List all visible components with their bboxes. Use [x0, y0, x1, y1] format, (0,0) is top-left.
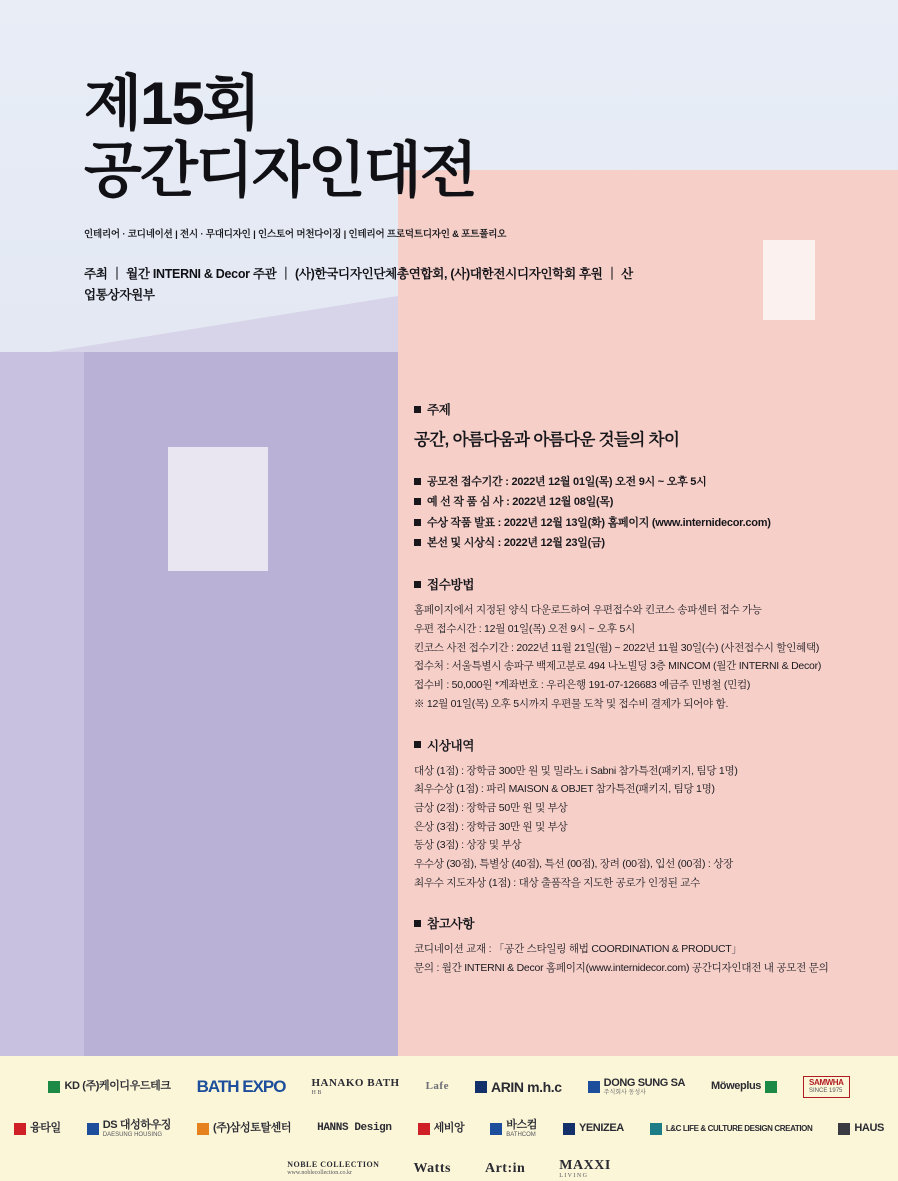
awards-list [414, 762, 874, 893]
sponsor-subtitle: L I V I N G [559, 1173, 588, 1180]
sponsor-logo [418, 1123, 465, 1135]
logo-mark-icon [490, 1123, 502, 1135]
bullet-square-icon [414, 519, 421, 526]
sponsor-section [0, 1056, 898, 1181]
logo-mark-icon [563, 1123, 575, 1135]
theme-heading [414, 400, 874, 418]
logo-mark-icon [14, 1123, 26, 1135]
sponsor-subtitle: DAESUNG HOUSING [102, 1131, 163, 1138]
list-item: 우편 접수시간 : 12월 01일(목) 오전 9시 ~ 오후 5시 [414, 623, 635, 636]
window-light-left [168, 447, 268, 571]
list-item: 최우수 지도자상 (1점) : 대상 출품작을 지도한 공로가 인정된 교수 [414, 876, 701, 889]
schedule-item-text: 공모전 접수기간 : 2022년 12월 01일(목) 오전 9시 ~ 오후 5시 [427, 476, 707, 488]
sponsor-name: YENIZEA [578, 1122, 624, 1135]
sponsor-row-2 [0, 1110, 898, 1148]
bullet-square-icon [414, 920, 421, 927]
sponsor-logo [650, 1123, 813, 1135]
list-item [414, 492, 874, 512]
section-reference [414, 914, 874, 977]
bullet-square-icon [414, 741, 421, 748]
section-application [414, 575, 874, 713]
list-item: 우수상 (30점), 특별상 (40점), 특선 (00점), 장려 (00점), 입선 (00점) : 상장 [414, 857, 734, 870]
bullet-square-icon [414, 478, 421, 485]
sponsor-logo [588, 1078, 685, 1096]
sponsor-name: (주)삼성토탈센터 [213, 1122, 292, 1135]
section-schedule [414, 472, 874, 553]
sponsor-name: HANNS Design [317, 1122, 392, 1135]
poster-body [414, 400, 874, 978]
sponsor-name: L&C LIFE & CULTURE DESIGN CREATION [665, 1123, 813, 1133]
sponsor-name: 융타일 [30, 1122, 61, 1135]
sponsor-subtitle: www.noblecollection.co.kr [287, 1170, 352, 1177]
bullet-square-icon [414, 581, 421, 588]
sponsor-logo [475, 1080, 562, 1095]
sponsor-logo [87, 1120, 171, 1138]
sponsor-name: Art:in [484, 1160, 526, 1176]
bullet-square-icon [414, 406, 421, 413]
application-list [414, 601, 874, 713]
sponsor-subtitle: SINCE 1975 [809, 1088, 843, 1095]
list-item: 동상 (3점) : 상장 및 부상 [414, 839, 522, 852]
list-item: 접수처 : 서울특별시 송파구 백제고분로 494 나노빌딩 3층 MINCOM (월간 INTERNI & Decor) [414, 660, 822, 673]
application-heading-label: 접수방법 [427, 578, 475, 593]
sponsor-logo [563, 1123, 624, 1135]
sponsor-logo [311, 1078, 399, 1096]
schedule-item-text: 수상 작품 발표 : 2022년 12월 13일(화) 홈페이지 (www.internidecor.com) [427, 516, 771, 529]
sponsor-name: NOBLE COLLECTION [287, 1160, 380, 1170]
logo-mark-icon [765, 1081, 777, 1093]
logo-mark-icon [650, 1123, 662, 1135]
sponsor-row-1 [0, 1068, 898, 1106]
list-item [414, 513, 874, 533]
page-title: 제15회 공간디자인대전 [84, 70, 476, 205]
sponsor-logo [413, 1162, 451, 1177]
logo-mark-icon [588, 1081, 600, 1093]
application-heading [414, 575, 874, 593]
sponsor-row-3 [0, 1150, 898, 1181]
logo-mark-icon [87, 1123, 99, 1135]
list-item: 최우수상 (1점) : 파리 MAISON & OBJET 참가특전(패키지, 팀당 1명) [414, 783, 715, 796]
bullet-square-icon [414, 498, 421, 505]
sponsor-name: HAUS [854, 1122, 884, 1135]
window-light-right [763, 240, 815, 320]
sponsor-name: MAXXI [559, 1158, 611, 1174]
sponsor-name: KD (주)케이디우드테크 [64, 1080, 171, 1093]
sponsor-name: 바스컴 [506, 1118, 537, 1131]
theme-text: 공간, 아름다움과 아름다운 것들의 차이 [414, 431, 680, 449]
reference-heading-label: 참고사항 [427, 917, 475, 932]
awards-heading-label: 시상내역 [427, 738, 475, 753]
sponsor-name: DONG SUNG SA [603, 1076, 686, 1089]
poster-header [84, 70, 644, 305]
list-item: 대상 (1점) : 장학금 300만 원 및 밀라노 i Sabni 참가특전(패키지, 팀당 1명) [414, 764, 738, 777]
sponsor-name: 세비앙 [433, 1122, 465, 1135]
reference-list [414, 940, 874, 977]
sponsor-logo [14, 1123, 61, 1135]
list-item: 홈페이지에서 지정된 양식 다운로드하여 우편접수와 킨코스 송파센터 접수 가능 [414, 604, 762, 617]
logo-mark-icon [838, 1123, 850, 1135]
sponsor-logo [197, 1123, 291, 1135]
sponsor-subtitle: H B [311, 1089, 322, 1096]
sponsor-logo [197, 1078, 286, 1096]
list-item: 코디네이션 교재 : 「공간 스타일링 해법 COORDINATION & PRODUCT」 [414, 943, 742, 956]
sponsor-name: HANAKO BATH [311, 1076, 400, 1089]
sponsor-name: BATH EXPO [196, 1077, 286, 1097]
section-theme [414, 400, 874, 450]
logo-mark-icon [475, 1081, 487, 1093]
theme-heading-label: 주제 [427, 403, 451, 417]
list-item: 킨코스 사전 접수기간 : 2022년 11월 21일(월) ~ 2022년 11월 30일(수) (사전접수시 할인혜택) [414, 641, 820, 654]
sponsor-logo [317, 1123, 391, 1135]
sponsor-name: Lafe [425, 1080, 449, 1093]
sponsor-name: Watts [413, 1160, 451, 1176]
schedule-item-text: 예 선 작 품 심 사 : 2022년 12월 08일(목) [427, 496, 614, 509]
sponsor-logo [838, 1123, 884, 1135]
sponsor-logo [287, 1161, 379, 1176]
section-awards [414, 736, 874, 893]
sponsor-name: ARIN m.h.c [490, 1078, 562, 1095]
list-item: ※ 12월 01일(목) 오후 5시까지 우편물 도착 및 접수비 결제가 되어야 함. [414, 697, 729, 710]
sponsor-name: SAMWHA [809, 1078, 844, 1088]
sponsor-logo [48, 1081, 170, 1093]
schedule-list [414, 472, 874, 553]
list-item: 접수비 : 50,000원 *계좌번호 : 우리은행 191-07-126683 예금주 민병철 (민컴) [414, 679, 751, 692]
logo-mark-icon [418, 1123, 430, 1135]
sponsor-subtitle: 주식회사 동성사 [603, 1089, 646, 1096]
logo-mark-icon [197, 1123, 209, 1135]
schedule-item-text: 본선 및 시상식 : 2022년 12월 23일(금) [427, 537, 605, 550]
sponsor-logo [803, 1076, 849, 1097]
sponsor-logo [490, 1120, 537, 1138]
sponsor-subtitle: BATHCOM [506, 1131, 536, 1138]
reference-heading [414, 914, 874, 932]
sponsor-logo [559, 1158, 611, 1180]
list-item: 금상 (2점) : 장학금 50만 원 및 부상 [414, 801, 568, 814]
sponsor-name: DS 대성하우징 [102, 1118, 172, 1131]
sponsor-logo [485, 1162, 525, 1177]
bullet-square-icon [414, 539, 421, 546]
logo-mark-icon [48, 1081, 60, 1093]
list-item [414, 533, 874, 553]
list-item [414, 472, 874, 492]
organizer-block: 주최 ｜ 월간 INTERNI & Decor 주관 ｜ (사)한국디자인단체총연합회, (사)대한전시디자인학회 후원 ｜ 산업통상자원부 [84, 267, 633, 302]
sponsor-logo [426, 1081, 449, 1093]
list-item: 은상 (3점) : 장학금 30만 원 및 부상 [414, 820, 568, 833]
sponsor-logo [711, 1081, 777, 1093]
sponsor-name: Möweplus [711, 1080, 762, 1093]
awards-heading [414, 736, 874, 754]
category-strip: 인테리어 · 코디네이션 | 전시 · 무대디자인 | 인스토어 머천다이징 | 인테리어 프로덕트디자인 & 포트폴리오 [84, 229, 507, 241]
list-item: 문의 : 월간 INTERNI & Decor 홈페이지(www.internidecor.com) 공간디자인대전 내 공모전 문의 [414, 962, 829, 974]
